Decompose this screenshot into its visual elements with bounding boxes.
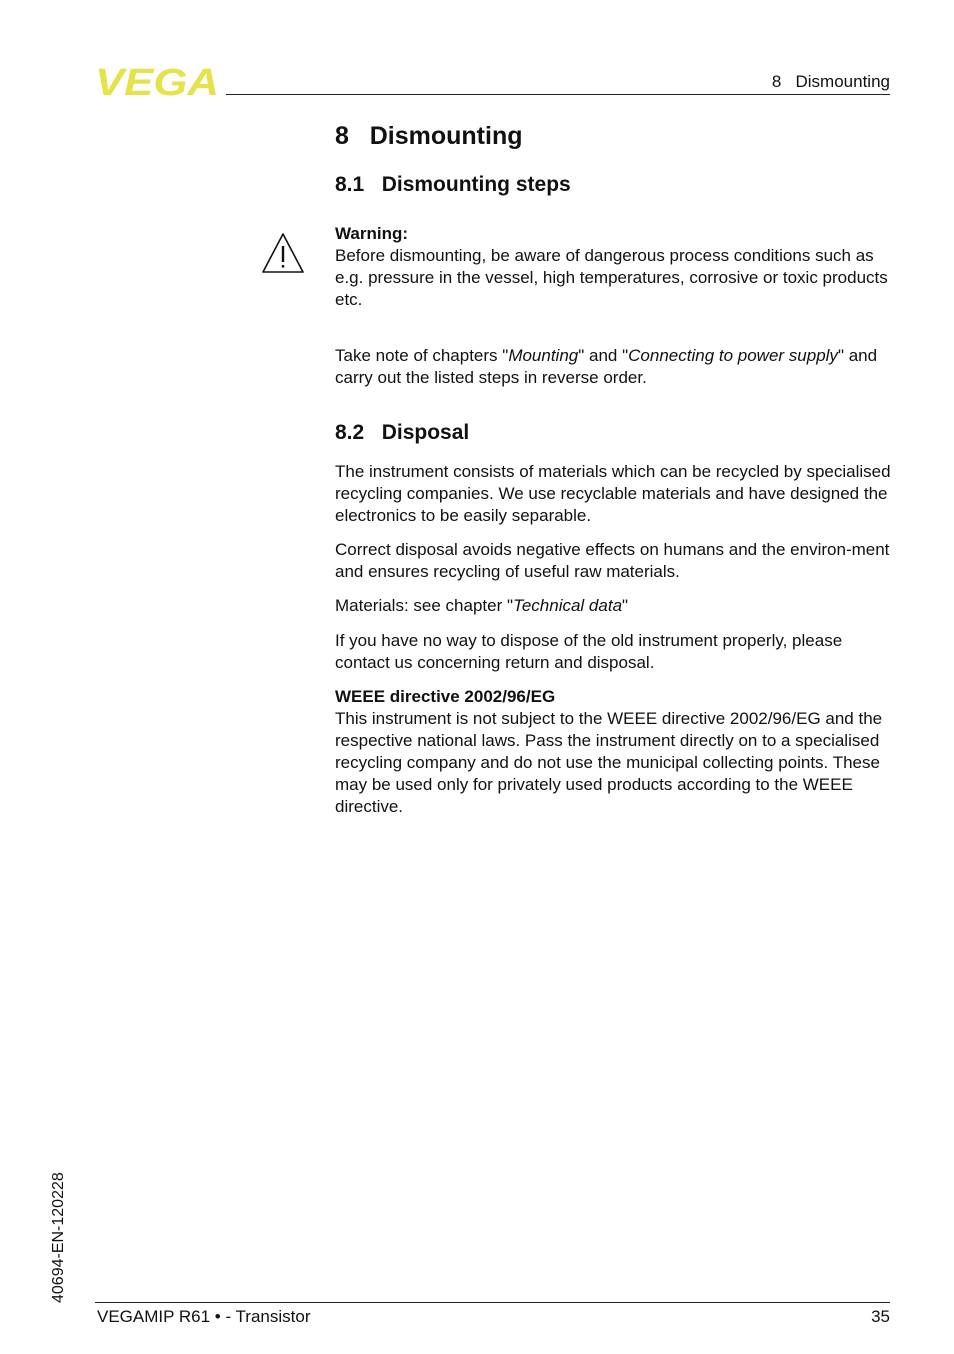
ref-technical-data: Technical data — [513, 596, 623, 615]
weee-text: This instrument is not subject to the WEEE directive 2002/96/EG and the respective national laws. Pass the instrument directly on to a specialised recycling company and do not use the municipal collecting points. These may be used only for privately used products according to the WEEE directive. — [335, 709, 883, 816]
warning-label: Warning: — [335, 224, 409, 243]
materials-prefix: Materials: see chapter " — [335, 596, 514, 615]
steps-note-part1: Take note of chapters " — [335, 346, 509, 365]
logo-text: VEGA — [95, 64, 219, 98]
warning-block — [335, 223, 891, 311]
materials-suffix: " — [622, 596, 629, 615]
weee-heading: WEEE directive 2002/96/EG — [335, 687, 556, 706]
vega-logo — [95, 64, 219, 98]
steps-note-part3: " and carry out the listed steps in reverse order. — [335, 346, 878, 387]
footer-product: VEGAMIP R61 • - Transistor — [97, 1307, 311, 1326]
warning-triangle-icon — [261, 232, 305, 274]
ref-connecting: Connecting to power supply — [628, 346, 838, 365]
footer-rule — [95, 1302, 890, 1303]
disposal-para4: If you have no way to dispose of the old instrument properly, please contact us concerning return and disposal. — [335, 631, 843, 672]
disposal-para2: Correct disposal avoids negative effects on humans and the environ-ment and ensures recycling of useful raw materials. — [335, 540, 890, 581]
doc-id: 40694-EN-120228 — [50, 1172, 67, 1303]
header-rule — [226, 94, 890, 95]
page-number: 35 — [871, 1307, 890, 1326]
chapter-title: 8 Dismounting — [335, 122, 523, 150]
header-section-label: 8 Dismounting — [771, 72, 890, 91]
ref-mounting: Mounting — [508, 346, 579, 365]
weee-block — [335, 686, 891, 818]
steps-note-part2: " and " — [578, 346, 629, 365]
section-title-dismounting-steps: 8.1 Dismounting steps — [335, 173, 571, 196]
warning-text: Before dismounting, be aware of dangerous process conditions such as e.g. pressure in the vessel, high temperatures, corrosive or toxic products etc. — [335, 246, 888, 309]
steps-note-paragraph — [335, 345, 891, 389]
section-title-disposal: 8.2 Disposal — [335, 421, 470, 444]
steps-note — [335, 345, 891, 389]
disposal-para1: The instrument consists of materials which can be recycled by specialised recycling companies. We use recyclable materials and have designed the electronics to be easily separable. — [335, 462, 891, 525]
disposal-materials — [335, 595, 891, 617]
